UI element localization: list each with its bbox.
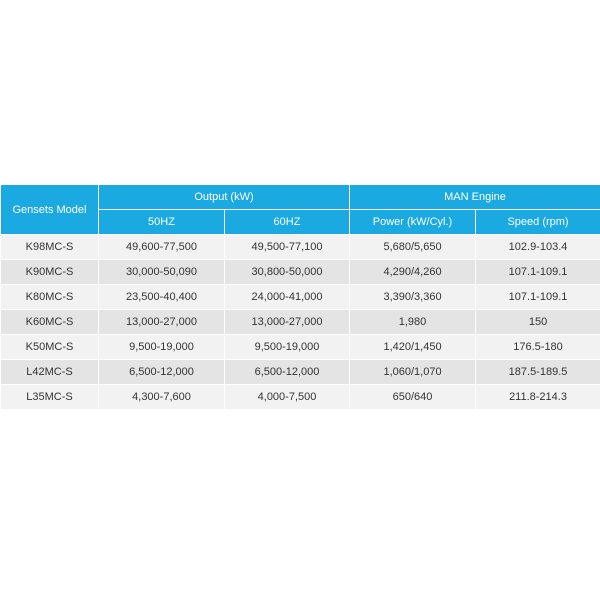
table-row <box>1 335 600 360</box>
cell-speed: 211.8-214.3 <box>476 385 600 410</box>
cell-output-60hz: 13,000-27,000 <box>225 310 350 335</box>
header-power: Power (kW/Cyl.) <box>350 210 476 235</box>
cell-speed: 150 <box>476 310 600 335</box>
cell-speed: 187.5-189.5 <box>476 360 600 385</box>
cell-model: K90MC-S <box>1 260 99 285</box>
cell-power: 1,980 <box>350 310 476 335</box>
table-body <box>1 235 600 410</box>
header-output-group: Output (kW) <box>99 185 350 210</box>
cell-model: K98MC-S <box>1 235 99 260</box>
cell-model: L42MC-S <box>1 360 99 385</box>
table-row <box>1 360 600 385</box>
cell-power: 1,060/1,070 <box>350 360 476 385</box>
cell-output-50hz: 30,000-50,090 <box>99 260 225 285</box>
cell-power: 4,290/4,260 <box>350 260 476 285</box>
cell-output-50hz: 9,500-19,000 <box>99 335 225 360</box>
cell-output-50hz: 6,500-12,000 <box>99 360 225 385</box>
cell-model: K80MC-S <box>1 285 99 310</box>
gensets-table-container <box>0 184 600 410</box>
cell-speed: 102.9-103.4 <box>476 235 600 260</box>
cell-output-60hz: 4,000-7,500 <box>225 385 350 410</box>
cell-output-50hz: 23,500-40,400 <box>99 285 225 310</box>
cell-speed: 176.5-180 <box>476 335 600 360</box>
cell-power: 5,680/5,650 <box>350 235 476 260</box>
header-gensets-model: Gensets Model <box>1 185 99 235</box>
cell-output-60hz: 30,800-50,000 <box>225 260 350 285</box>
cell-power: 650/640 <box>350 385 476 410</box>
header-man-engine-group: MAN Engine <box>350 185 600 210</box>
cell-speed: 107.1-109.1 <box>476 285 600 310</box>
table-row <box>1 235 600 260</box>
header-50hz: 50HZ <box>99 210 225 235</box>
cell-model: K50MC-S <box>1 335 99 360</box>
cell-model: L35MC-S <box>1 385 99 410</box>
header-speed: Speed (rpm) <box>476 210 600 235</box>
cell-output-60hz: 49,500-77,100 <box>225 235 350 260</box>
cell-speed: 107.1-109.1 <box>476 260 600 285</box>
cell-output-60hz: 9,500-19,000 <box>225 335 350 360</box>
table-row <box>1 260 600 285</box>
cell-output-60hz: 6,500-12,000 <box>225 360 350 385</box>
table-row <box>1 310 600 335</box>
cell-model: K60MC-S <box>1 310 99 335</box>
gensets-table <box>0 184 600 410</box>
header-row-groups <box>1 185 600 210</box>
header-60hz: 60HZ <box>225 210 350 235</box>
table-header <box>1 185 600 235</box>
table-row <box>1 385 600 410</box>
cell-power: 3,390/3,360 <box>350 285 476 310</box>
cell-output-50hz: 4,300-7,600 <box>99 385 225 410</box>
cell-output-50hz: 49,600-77,500 <box>99 235 225 260</box>
table-row <box>1 285 600 310</box>
cell-output-50hz: 13,000-27,000 <box>99 310 225 335</box>
cell-power: 1,420/1,450 <box>350 335 476 360</box>
cell-output-60hz: 24,000-41,000 <box>225 285 350 310</box>
